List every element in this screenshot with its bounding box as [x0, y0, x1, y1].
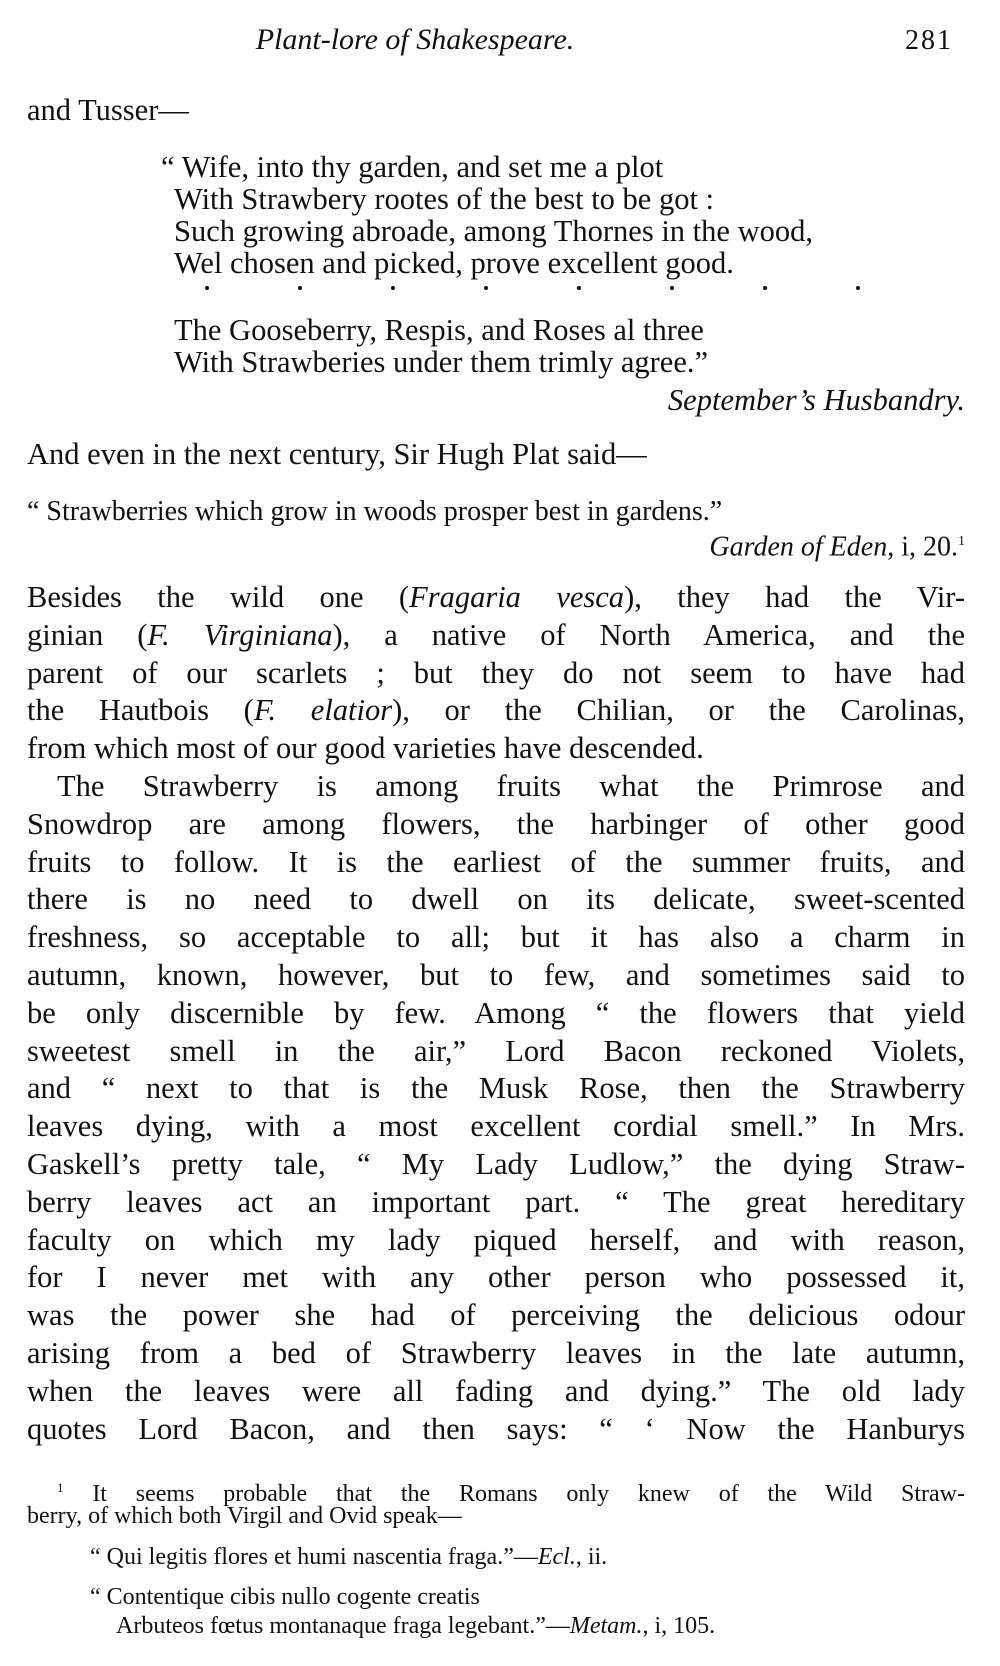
- body-line: [27, 806, 965, 842]
- quote-source: Metam.: [569, 1613, 643, 1639]
- body-line: [27, 881, 965, 917]
- text-run: Gaskell’s pretty tale, “ My Lady Ludlow,” the dying Straw-: [27, 1147, 965, 1181]
- body-line: [27, 1070, 965, 1106]
- text-run: ginian (: [27, 617, 148, 652]
- footnote-marker: 1: [958, 534, 965, 549]
- footnote-quote: [116, 1612, 715, 1640]
- body-line: [27, 1184, 965, 1220]
- intro-text: And even in the next century, Sir Hugh Plat said—: [27, 437, 647, 471]
- body-line: [27, 1297, 965, 1333]
- text-run: for I never met with any other person who possessed it,: [27, 1260, 965, 1295]
- footnote-number: 1: [57, 1480, 64, 1495]
- body-line: [27, 844, 965, 880]
- body-line: [27, 1108, 965, 1144]
- text-run: freshness, so acceptable to all; but it has also a charm in: [27, 920, 965, 955]
- text-run: the Hautbois (: [27, 693, 254, 728]
- poem-attribution: September’s Husbandry.: [667, 383, 965, 417]
- text-run: ), they had the Vir-: [624, 580, 966, 614]
- body-line: [57, 768, 965, 804]
- quote-ref: , ii.: [575, 1544, 608, 1570]
- text-run: there is no need to dwell on its delicate, sweet-scented: [27, 882, 965, 917]
- text-run: berry leaves act an important part. “ The great hereditary: [27, 1184, 965, 1219]
- text-run: quotes Lord Bacon, and then says: “ ‘ Now the Hanburys: [27, 1411, 965, 1446]
- text-run: parent of our scarlets ; but they do not seem to have had: [27, 655, 965, 690]
- text-run: and “ next to that is the Musk Rose, then the Strawberry: [27, 1071, 965, 1106]
- page-number: 281: [905, 25, 953, 56]
- body-line: [27, 995, 965, 1031]
- italic-text: F. elatior: [253, 693, 393, 728]
- body-line: [27, 692, 965, 728]
- poem-line: With Strawbery rootes of the best to be got :: [174, 182, 715, 216]
- footnote-line: [27, 1474, 966, 1507]
- body-line: [27, 617, 965, 653]
- text-run: arising from a bed of Strawberry leaves in the late autumn,: [27, 1336, 965, 1370]
- ellipsis-dots: [205, 286, 860, 290]
- text-run: fruits to follow. It is the earliest of the summer fruits, and: [27, 844, 965, 879]
- body-line: [27, 957, 965, 993]
- body-line: [27, 1259, 965, 1295]
- body-line: [27, 919, 965, 955]
- quote-text: “ Strawberries which grow in woods prosper best in gardens.”: [27, 496, 723, 527]
- text-run: ), or the Chilian, or the Carolinas,: [392, 693, 965, 728]
- text-run: be only discernible by few. Among “ the flowers that yield: [27, 995, 965, 1030]
- running-header-title: Plant-lore of Shakespeare.: [255, 23, 575, 56]
- poem-line: “ Wife, into thy garden, and set me a plot: [161, 150, 664, 184]
- text-run: leaves dying, with a most excellent cordial smell.” In Mrs.: [27, 1109, 965, 1144]
- text-run: when the leaves were all fading and dying.” The old lady: [27, 1373, 965, 1408]
- quote-source: [709, 524, 965, 563]
- poem-line: Such growing abroade, among Thornes in the wood,: [174, 214, 813, 248]
- poem-line: Wel chosen and picked, prove excellent good.: [174, 246, 734, 280]
- body-line: [27, 1373, 965, 1409]
- source-title: Garden of Eden: [709, 531, 888, 563]
- body-line: [27, 1146, 965, 1182]
- footnote-text: It seems probable that the Romans only knew of the Wild Straw-: [92, 1481, 966, 1507]
- body-line: [27, 1033, 965, 1069]
- text-run: sweetest smell in the air,” Lord Bacon reckoned Violets,: [27, 1033, 965, 1068]
- text-run: Besides the wild one (: [27, 580, 410, 614]
- quote-source: Ecl.: [537, 1544, 576, 1570]
- body-line: [27, 579, 965, 615]
- body-line: [27, 655, 965, 691]
- intro-text: and Tusser—: [27, 93, 189, 127]
- poem-line: The Gooseberry, Respis, and Roses al three: [174, 313, 704, 347]
- text-run: from which most of our good varieties have descended.: [27, 731, 704, 766]
- footnote-line: berry, of which both Virgil and Ovid speak—: [27, 1503, 462, 1529]
- quote-text: Arbuteos fœtus montanaque fraga legebant.”—: [116, 1613, 570, 1639]
- quote-ref: , i, 105.: [642, 1613, 716, 1639]
- body-line: [27, 730, 704, 766]
- quote-text: “ Qui legitis flores et humi nascentia fraga.”—: [90, 1544, 538, 1570]
- text-run: The Strawberry is among fruits what the Primrose and: [57, 769, 965, 803]
- text-run: faculty on which my lady piqued herself, and with reason,: [27, 1222, 965, 1257]
- source-ref: , i, 20.: [887, 531, 958, 563]
- text-run: was the power she had of perceiving the delicious odour: [27, 1298, 965, 1333]
- text-run: ), a native of North America, and the: [332, 617, 965, 652]
- footnote-quote: “ Contentique cibis nullo cogente creatis: [90, 1584, 480, 1610]
- body-line: [27, 1222, 965, 1258]
- poem-line: With Strawberies under them trimly agree.”: [174, 345, 709, 379]
- footnote-quote: [90, 1543, 607, 1571]
- body-line: [27, 1411, 965, 1447]
- italic-text: F. Virginiana: [147, 617, 333, 652]
- italic-text: Fragaria vesca: [409, 580, 625, 614]
- text-run: autumn, known, however, but to few, and sometimes said to: [27, 958, 965, 992]
- text-run: Snowdrop are among flowers, the harbinger of other good: [27, 806, 965, 841]
- body-line: [27, 1335, 965, 1371]
